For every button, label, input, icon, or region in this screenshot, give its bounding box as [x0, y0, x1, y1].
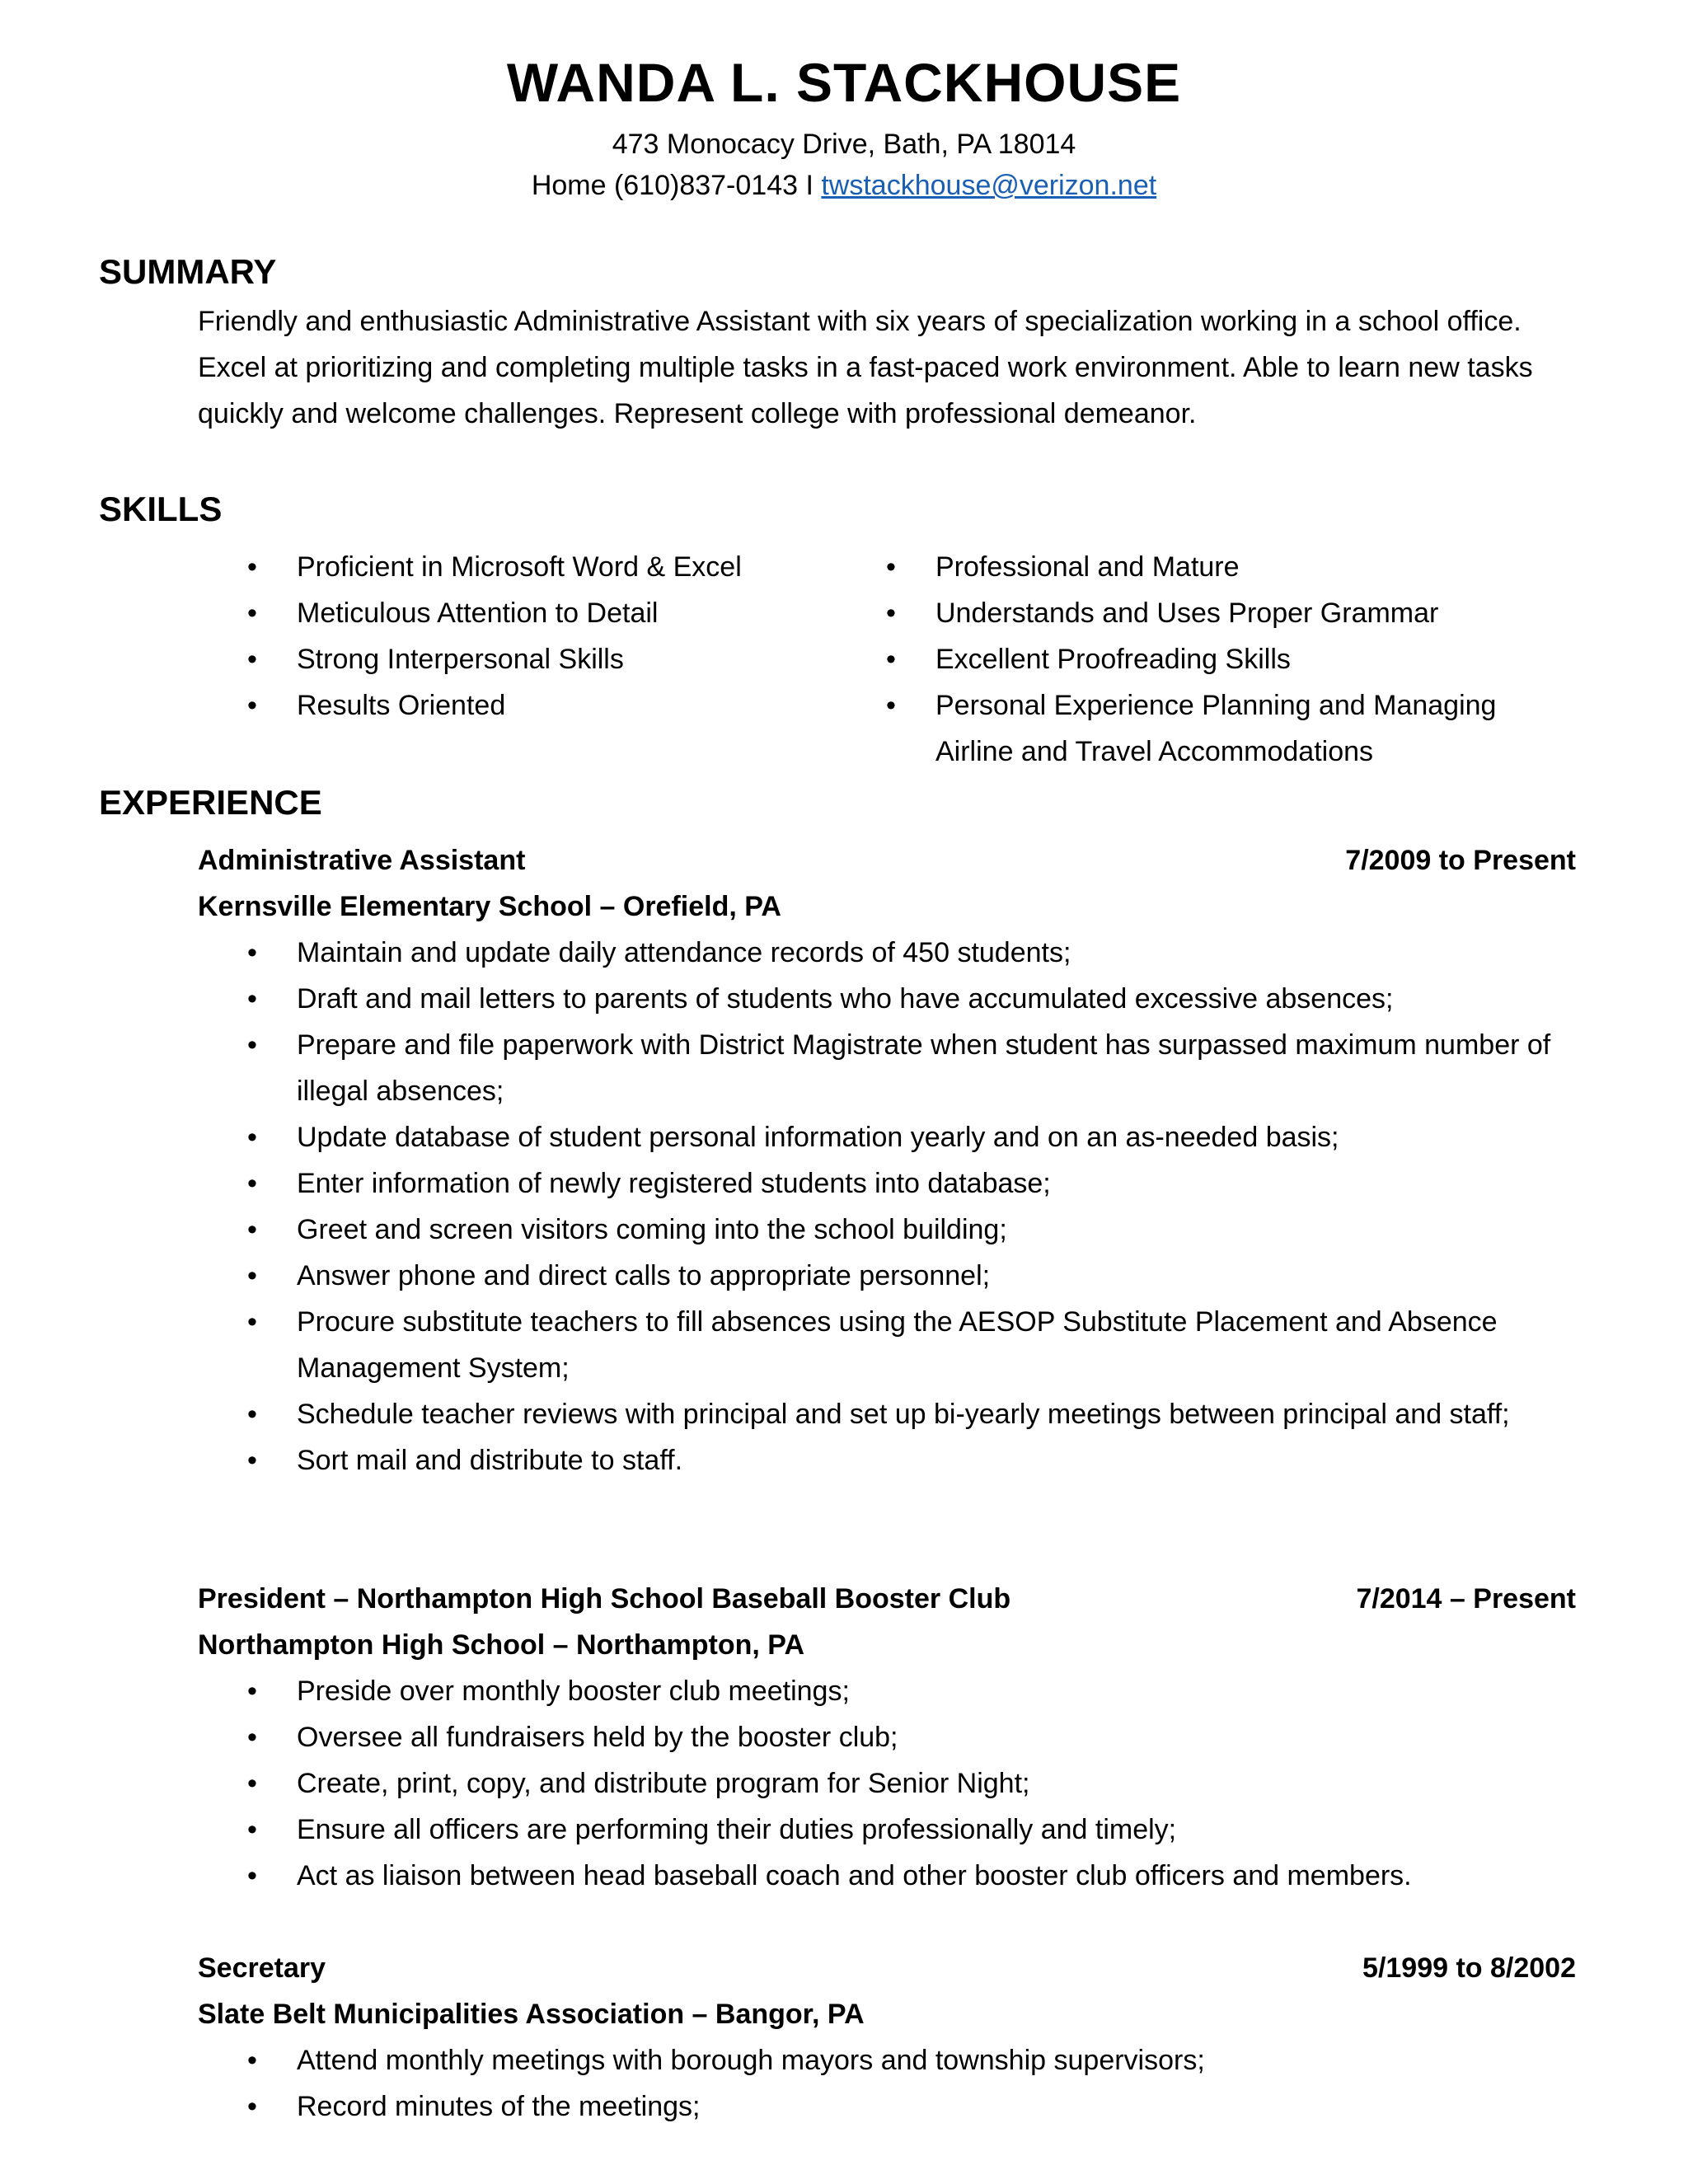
job-duties: [198, 1668, 1576, 1899]
job-employer: Slate Belt Municipalities Association – Bangor, PA: [198, 1999, 865, 2030]
summary-text: Friendly and enthusiastic Administrative Assistant with six years of specialization working in a school office. Excel at prioritizing and completing multiple tasks in a fast-paced work environment. Able to learn new tasks quickly and welcome challenges. Represent college with professional demeanor.: [198, 306, 1533, 429]
address: 473 Monocacy Drive, Bath, PA 18014: [612, 129, 1076, 160]
skill-item: • Personal Experience Planning and Managing Airline and Travel Accommodations: [886, 682, 1545, 775]
skill-item: • Excellent Proofreading Skills: [886, 636, 1545, 682]
resume-header: [0, 41, 1688, 206]
contact-line: [0, 165, 1688, 206]
job-dates: 5/1999 to 8/2002: [1362, 1952, 1576, 1984]
phone: Home (610)837-0143 I: [531, 170, 822, 201]
job-header: [198, 1576, 1576, 1622]
duty-item: • Preside over monthly booster club meetings;: [247, 1668, 1576, 1714]
job-title: Administrative Assistant: [198, 845, 526, 876]
job-entry: [198, 1945, 1576, 2130]
skills-list-left: [247, 544, 841, 729]
skill-item: • Understands and Uses Proper Grammar: [886, 590, 1545, 636]
skill-item: • Results Oriented: [247, 682, 841, 729]
skills-heading: SKILLS: [99, 490, 223, 528]
duty-item: • Draft and mail letters to parents of students who have accumulated excessive absences;: [247, 976, 1576, 1022]
duty-item: • Ensure all officers are performing their duties professionally and timely;: [247, 1807, 1576, 1853]
job-duties: [198, 930, 1576, 1483]
job-header: [198, 837, 1576, 883]
job-header: [198, 1945, 1576, 1991]
duty-item: • Greet and screen visitors coming into the school building;: [247, 1207, 1576, 1253]
job-entry: [198, 837, 1576, 1483]
job-duties: [198, 2037, 1576, 2130]
job-dates: 7/2009 to Present: [1345, 845, 1576, 876]
summary-heading: SUMMARY: [99, 252, 277, 291]
skills-list-right: [886, 544, 1545, 775]
duty-item: • Procure substitute teachers to fill absences using the AESOP Substitute Placement and Absence Management System;: [247, 1299, 1576, 1391]
job-entry: [198, 1576, 1576, 1899]
email-link[interactable]: twstackhouse@verizon.net: [821, 170, 1157, 201]
job-employer: Northampton High School – Northampton, PA: [198, 1629, 804, 1661]
duty-item: • Update database of student personal information yearly and on an as-needed basis;: [247, 1114, 1576, 1160]
job-title: Secretary: [198, 1952, 326, 1984]
skill-item: • Professional and Mature: [886, 544, 1545, 590]
duty-item: • Maintain and update daily attendance records of 450 students;: [247, 930, 1576, 976]
skill-item: • Strong Interpersonal Skills: [247, 636, 841, 682]
skill-item: • Meticulous Attention to Detail: [247, 590, 841, 636]
job-title: President – Northampton High School Baseball Booster Club: [198, 1583, 1011, 1615]
job-dates: 7/2014 – Present: [1356, 1583, 1576, 1615]
duty-item: • Enter information of newly registered students into database;: [247, 1160, 1576, 1207]
job-employer: Kernsville Elementary School – Orefield, PA: [198, 891, 781, 922]
duty-item: • Attend monthly meetings with borough mayors and township supervisors;: [247, 2037, 1576, 2083]
skill-item: • Proficient in Microsoft Word & Excel: [247, 544, 841, 590]
duty-item: • Answer phone and direct calls to appropriate personnel;: [247, 1253, 1576, 1299]
duty-item: • Prepare and file paperwork with District Magistrate when student has surpassed maximum number of illegal absences;: [247, 1022, 1576, 1114]
duty-item: • Oversee all fundraisers held by the booster club;: [247, 1714, 1576, 1760]
duty-item: • Create, print, copy, and distribute program for Senior Night;: [247, 1760, 1576, 1807]
duty-item: • Sort mail and distribute to staff.: [247, 1437, 1576, 1483]
duty-item: • Schedule teacher reviews with principal and set up bi-yearly meetings between principal and staff;: [247, 1391, 1576, 1437]
duty-item: • Record minutes of the meetings;: [247, 2083, 1576, 2130]
candidate-name: WANDA L. STACKHOUSE: [506, 52, 1182, 113]
experience-heading: EXPERIENCE: [99, 783, 322, 822]
duty-item: • Act as liaison between head baseball coach and other booster club officers and members.: [247, 1853, 1576, 1899]
